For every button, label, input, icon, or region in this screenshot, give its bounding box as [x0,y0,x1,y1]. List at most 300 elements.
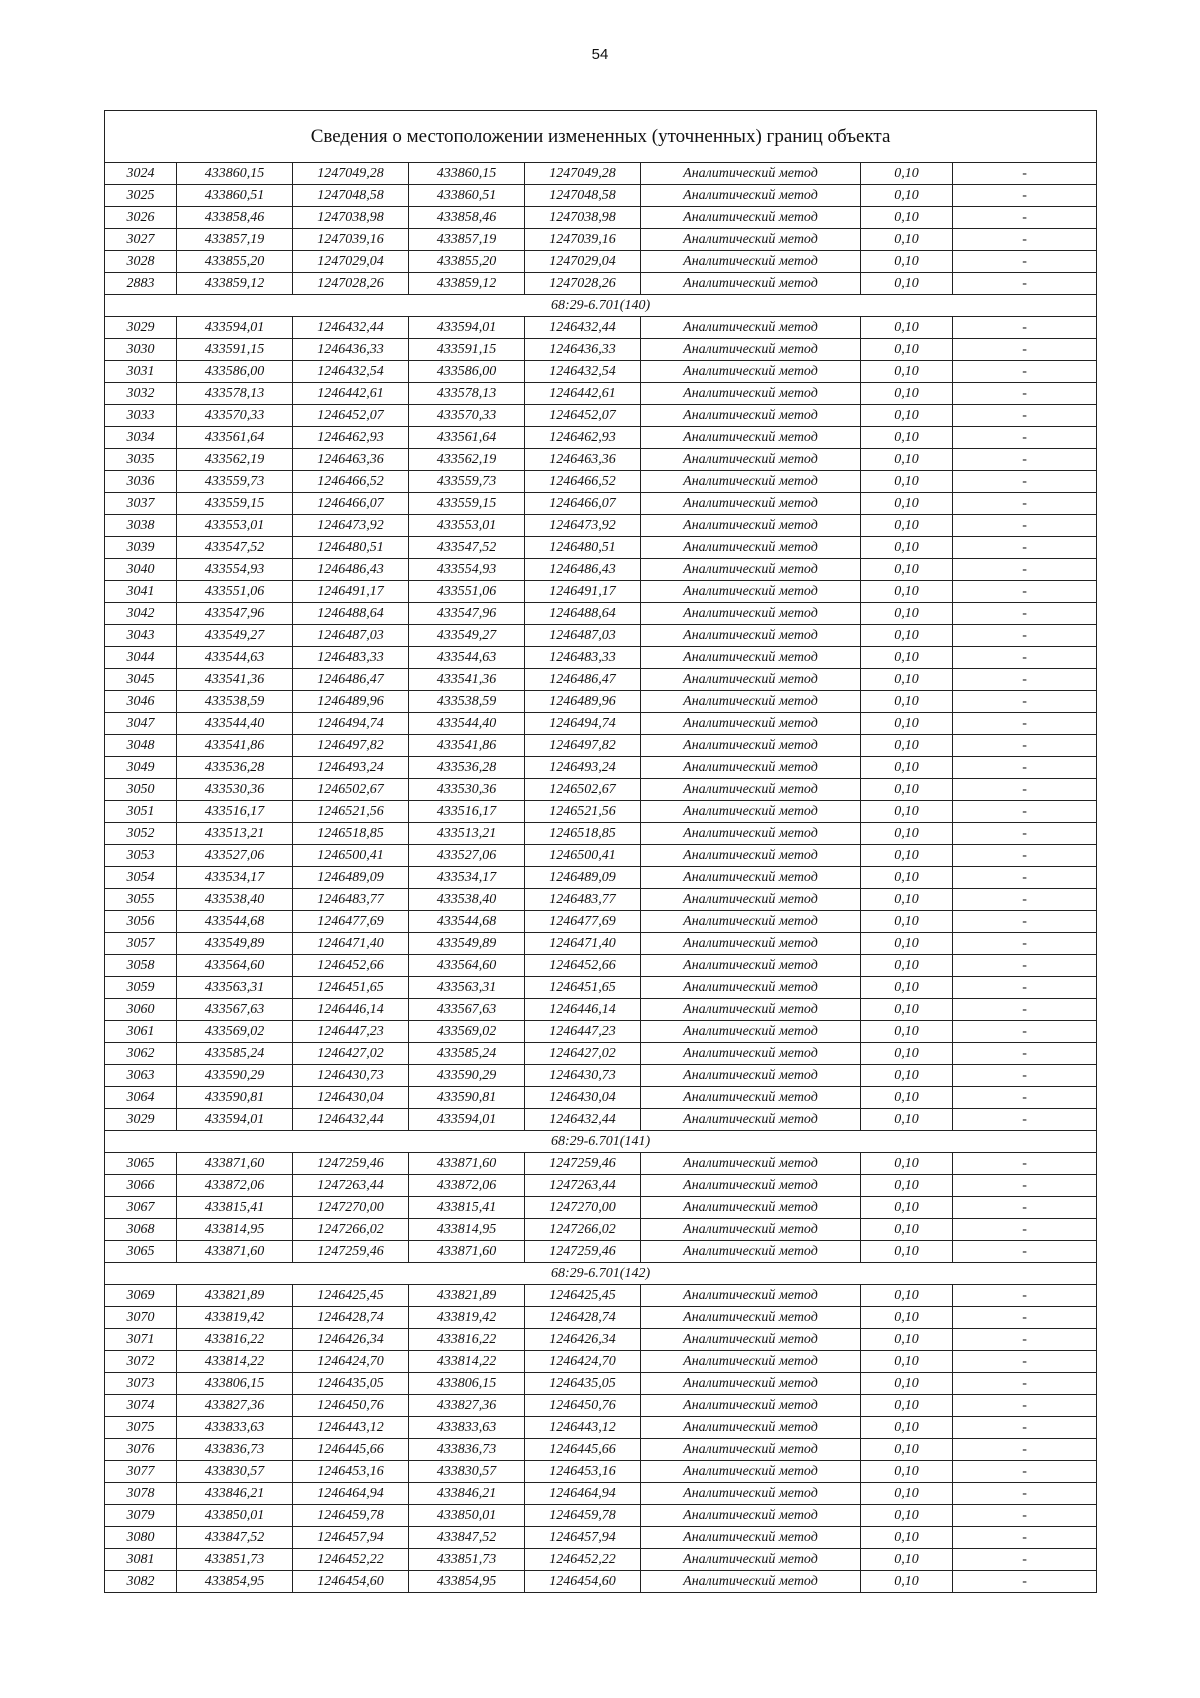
point-number-cell: 3035 [105,449,177,471]
method-cell: Аналитический метод [641,1395,861,1417]
method-cell: Аналитический метод [641,735,861,757]
x-old-cell: 433513,21 [177,823,293,845]
point-number-cell: 3036 [105,471,177,493]
x-new-cell: 433516,17 [409,801,525,823]
table-title: Сведения о местоположении измененных (уточненных) границ объекта [105,111,1097,163]
method-cell: Аналитический метод [641,845,861,867]
y-old-cell: 1246488,64 [293,603,409,625]
accuracy-cell: 0,10 [861,1241,953,1263]
description-cell: - [953,691,1097,713]
y-old-cell: 1246442,61 [293,383,409,405]
x-old-cell: 433547,52 [177,537,293,559]
y-old-cell: 1246483,77 [293,889,409,911]
point-number-cell: 3042 [105,603,177,625]
y-old-cell: 1247266,02 [293,1219,409,1241]
x-old-cell: 433551,06 [177,581,293,603]
x-new-cell: 433564,60 [409,955,525,977]
description-cell: - [953,999,1097,1021]
accuracy-cell: 0,10 [861,361,953,383]
x-new-cell: 433585,24 [409,1043,525,1065]
x-old-cell: 433814,95 [177,1219,293,1241]
y-old-cell: 1246466,07 [293,493,409,515]
y-old-cell: 1247038,98 [293,207,409,229]
section-row [105,1263,1097,1285]
method-cell: Аналитический метод [641,1549,861,1571]
accuracy-cell: 0,10 [861,735,953,757]
accuracy-cell: 0,10 [861,911,953,933]
x-old-cell: 433586,00 [177,361,293,383]
description-cell: - [953,581,1097,603]
method-cell: Аналитический метод [641,1021,861,1043]
y-old-cell: 1247028,26 [293,273,409,295]
table-row [105,933,1097,955]
section-title: 68:29-6.701(142) [105,1263,1097,1285]
x-old-cell: 433819,42 [177,1307,293,1329]
method-cell: Аналитический метод [641,471,861,493]
table-row [105,1571,1097,1593]
y-old-cell: 1246500,41 [293,845,409,867]
y-old-cell: 1246518,85 [293,823,409,845]
point-number-cell: 3068 [105,1219,177,1241]
point-number-cell: 3082 [105,1571,177,1593]
point-number-cell: 3053 [105,845,177,867]
accuracy-cell: 0,10 [861,603,953,625]
accuracy-cell: 0,10 [861,1527,953,1549]
x-new-cell: 433549,89 [409,933,525,955]
table-row [105,823,1097,845]
method-cell: Аналитический метод [641,1373,861,1395]
x-old-cell: 433860,15 [177,163,293,185]
x-old-cell: 433815,41 [177,1197,293,1219]
x-new-cell: 433833,63 [409,1417,525,1439]
method-cell: Аналитический метод [641,405,861,427]
description-cell: - [953,185,1097,207]
x-new-cell: 433827,36 [409,1395,525,1417]
x-old-cell: 433549,27 [177,625,293,647]
point-number-cell: 3038 [105,515,177,537]
accuracy-cell: 0,10 [861,427,953,449]
accuracy-cell: 0,10 [861,1219,953,1241]
accuracy-cell: 0,10 [861,779,953,801]
point-number-cell: 3050 [105,779,177,801]
x-old-cell: 433534,17 [177,867,293,889]
description-cell: - [953,1395,1097,1417]
table-header-row [105,111,1097,163]
description-cell: - [953,1197,1097,1219]
table-row [105,1087,1097,1109]
accuracy-cell: 0,10 [861,1285,953,1307]
y-old-cell: 1246466,52 [293,471,409,493]
y-new-cell: 1246473,92 [525,515,641,537]
method-cell: Аналитический метод [641,889,861,911]
x-old-cell: 433830,57 [177,1461,293,1483]
y-new-cell: 1246502,67 [525,779,641,801]
y-old-cell: 1246483,33 [293,647,409,669]
method-cell: Аналитический метод [641,691,861,713]
description-cell: - [953,1351,1097,1373]
x-old-cell: 433541,36 [177,669,293,691]
description-cell: - [953,1153,1097,1175]
accuracy-cell: 0,10 [861,1109,953,1131]
y-new-cell: 1246451,65 [525,977,641,999]
x-new-cell: 433855,20 [409,251,525,273]
y-new-cell: 1247038,98 [525,207,641,229]
x-new-cell: 433559,73 [409,471,525,493]
y-new-cell: 1246477,69 [525,911,641,933]
y-new-cell: 1247270,00 [525,1197,641,1219]
point-number-cell: 3046 [105,691,177,713]
table-row [105,867,1097,889]
x-new-cell: 433821,89 [409,1285,525,1307]
point-number-cell: 3048 [105,735,177,757]
description-cell: - [953,1417,1097,1439]
y-old-cell: 1246464,94 [293,1483,409,1505]
y-new-cell: 1246442,61 [525,383,641,405]
method-cell: Аналитический метод [641,603,861,625]
x-old-cell: 433541,86 [177,735,293,757]
method-cell: Аналитический метод [641,1351,861,1373]
y-new-cell: 1246426,34 [525,1329,641,1351]
description-cell: - [953,251,1097,273]
y-old-cell: 1246425,45 [293,1285,409,1307]
method-cell: Аналитический метод [641,911,861,933]
table-row [105,559,1097,581]
method-cell: Аналитический метод [641,1285,861,1307]
method-cell: Аналитический метод [641,1571,861,1593]
method-cell: Аналитический метод [641,955,861,977]
x-new-cell: 433814,22 [409,1351,525,1373]
y-old-cell: 1246424,70 [293,1351,409,1373]
x-old-cell: 433858,46 [177,207,293,229]
y-old-cell: 1246486,43 [293,559,409,581]
x-new-cell: 433554,93 [409,559,525,581]
x-old-cell: 433816,22 [177,1329,293,1351]
y-new-cell: 1247039,16 [525,229,641,251]
method-cell: Аналитический метод [641,1505,861,1527]
accuracy-cell: 0,10 [861,1395,953,1417]
x-old-cell: 433561,64 [177,427,293,449]
x-old-cell: 433851,73 [177,1549,293,1571]
description-cell: - [953,1505,1097,1527]
accuracy-cell: 0,10 [861,1329,953,1351]
y-new-cell: 1247048,58 [525,185,641,207]
point-number-cell: 3044 [105,647,177,669]
accuracy-cell: 0,10 [861,713,953,735]
x-new-cell: 433590,81 [409,1087,525,1109]
method-cell: Аналитический метод [641,1461,861,1483]
y-new-cell: 1246521,56 [525,801,641,823]
x-new-cell: 433551,06 [409,581,525,603]
x-new-cell: 433815,41 [409,1197,525,1219]
x-new-cell: 433538,40 [409,889,525,911]
method-cell: Аналитический метод [641,537,861,559]
table-row [105,515,1097,537]
accuracy-cell: 0,10 [861,493,953,515]
table-row [105,801,1097,823]
method-cell: Аналитический метод [641,933,861,955]
x-old-cell: 433547,96 [177,603,293,625]
method-cell: Аналитический метод [641,1087,861,1109]
x-new-cell: 433536,28 [409,757,525,779]
table-row [105,647,1097,669]
table-row [105,845,1097,867]
method-cell: Аналитический метод [641,515,861,537]
method-cell: Аналитический метод [641,427,861,449]
x-old-cell: 433827,36 [177,1395,293,1417]
table-row [105,251,1097,273]
accuracy-cell: 0,10 [861,1307,953,1329]
method-cell: Аналитический метод [641,273,861,295]
y-new-cell: 1246454,60 [525,1571,641,1593]
description-cell: - [953,207,1097,229]
y-old-cell: 1246445,66 [293,1439,409,1461]
x-new-cell: 433590,29 [409,1065,525,1087]
x-old-cell: 433806,15 [177,1373,293,1395]
x-new-cell: 433854,95 [409,1571,525,1593]
y-old-cell: 1246451,65 [293,977,409,999]
description-cell: - [953,889,1097,911]
point-number-cell: 3071 [105,1329,177,1351]
accuracy-cell: 0,10 [861,317,953,339]
y-old-cell: 1246428,74 [293,1307,409,1329]
y-new-cell: 1246430,73 [525,1065,641,1087]
x-new-cell: 433561,64 [409,427,525,449]
description-cell: - [953,1373,1097,1395]
y-new-cell: 1246459,78 [525,1505,641,1527]
x-new-cell: 433544,68 [409,911,525,933]
x-new-cell: 433534,17 [409,867,525,889]
description-cell: - [953,471,1097,493]
description-cell: - [953,1175,1097,1197]
point-number-cell: 3027 [105,229,177,251]
description-cell: - [953,1527,1097,1549]
point-number-cell: 3030 [105,339,177,361]
y-new-cell: 1247266,02 [525,1219,641,1241]
y-old-cell: 1246426,34 [293,1329,409,1351]
table-row [105,339,1097,361]
x-old-cell: 433859,12 [177,273,293,295]
table-row [105,427,1097,449]
y-new-cell: 1246443,12 [525,1417,641,1439]
point-number-cell: 3063 [105,1065,177,1087]
accuracy-cell: 0,10 [861,185,953,207]
x-new-cell: 433850,01 [409,1505,525,1527]
x-new-cell: 433569,02 [409,1021,525,1043]
y-old-cell: 1246453,16 [293,1461,409,1483]
y-old-cell: 1246491,17 [293,581,409,603]
y-old-cell: 1247263,44 [293,1175,409,1197]
x-old-cell: 433594,01 [177,317,293,339]
table-row [105,955,1097,977]
y-new-cell: 1247029,04 [525,251,641,273]
method-cell: Аналитический метод [641,449,861,471]
description-cell: - [953,493,1097,515]
x-new-cell: 433563,31 [409,977,525,999]
y-new-cell: 1246483,33 [525,647,641,669]
y-new-cell: 1246463,36 [525,449,641,471]
x-old-cell: 433585,24 [177,1043,293,1065]
accuracy-cell: 0,10 [861,1021,953,1043]
table-row [105,977,1097,999]
x-old-cell: 433567,63 [177,999,293,1021]
method-cell: Аналитический метод [641,647,861,669]
accuracy-cell: 0,10 [861,581,953,603]
table-row [105,1461,1097,1483]
x-old-cell: 433527,06 [177,845,293,867]
table-row [105,1175,1097,1197]
x-new-cell: 433513,21 [409,823,525,845]
x-old-cell: 433860,51 [177,185,293,207]
point-number-cell: 3069 [105,1285,177,1307]
table-row [105,1483,1097,1505]
table-row [105,493,1097,515]
y-new-cell: 1246494,74 [525,713,641,735]
description-cell: - [953,1461,1097,1483]
y-old-cell: 1246497,82 [293,735,409,757]
table-row [105,889,1097,911]
point-number-cell: 3029 [105,1109,177,1131]
x-new-cell: 433553,01 [409,515,525,537]
x-new-cell: 433814,95 [409,1219,525,1241]
method-cell: Аналитический метод [641,1109,861,1131]
method-cell: Аналитический метод [641,185,861,207]
x-new-cell: 433578,13 [409,383,525,405]
y-old-cell: 1247039,16 [293,229,409,251]
table-row [105,361,1097,383]
accuracy-cell: 0,10 [861,1153,953,1175]
table-row [105,229,1097,251]
description-cell: - [953,515,1097,537]
y-old-cell: 1247049,28 [293,163,409,185]
point-number-cell: 3075 [105,1417,177,1439]
table-row [105,1505,1097,1527]
x-new-cell: 433860,15 [409,163,525,185]
point-number-cell: 3047 [105,713,177,735]
y-old-cell: 1246432,44 [293,317,409,339]
y-new-cell: 1246500,41 [525,845,641,867]
x-old-cell: 433836,73 [177,1439,293,1461]
accuracy-cell: 0,10 [861,1549,953,1571]
description-cell: - [953,1439,1097,1461]
y-old-cell: 1246432,54 [293,361,409,383]
y-new-cell: 1246432,44 [525,1109,641,1131]
table-row [105,1109,1097,1131]
method-cell: Аналитический метод [641,1439,861,1461]
method-cell: Аналитический метод [641,251,861,273]
x-new-cell: 433860,51 [409,185,525,207]
x-old-cell: 433570,33 [177,405,293,427]
x-old-cell: 433591,15 [177,339,293,361]
y-old-cell: 1246477,69 [293,911,409,933]
y-old-cell: 1246450,76 [293,1395,409,1417]
x-new-cell: 433544,40 [409,713,525,735]
y-new-cell: 1246487,03 [525,625,641,647]
x-new-cell: 433806,15 [409,1373,525,1395]
y-new-cell: 1246432,44 [525,317,641,339]
method-cell: Аналитический метод [641,625,861,647]
x-new-cell: 433857,19 [409,229,525,251]
accuracy-cell: 0,10 [861,691,953,713]
point-number-cell: 3034 [105,427,177,449]
y-new-cell: 1246486,47 [525,669,641,691]
x-new-cell: 433544,63 [409,647,525,669]
description-cell: - [953,317,1097,339]
point-number-cell: 3052 [105,823,177,845]
accuracy-cell: 0,10 [861,383,953,405]
point-number-cell: 2883 [105,273,177,295]
y-old-cell: 1246480,51 [293,537,409,559]
description-cell: - [953,823,1097,845]
point-number-cell: 3026 [105,207,177,229]
table-row [105,713,1097,735]
y-new-cell: 1246489,96 [525,691,641,713]
description-cell: - [953,955,1097,977]
y-old-cell: 1247029,04 [293,251,409,273]
y-old-cell: 1246489,96 [293,691,409,713]
table-row [105,1043,1097,1065]
y-new-cell: 1246424,70 [525,1351,641,1373]
method-cell: Аналитический метод [641,713,861,735]
y-new-cell: 1246452,07 [525,405,641,427]
y-old-cell: 1246436,33 [293,339,409,361]
x-old-cell: 433854,95 [177,1571,293,1593]
y-new-cell: 1246489,09 [525,867,641,889]
accuracy-cell: 0,10 [861,1175,953,1197]
x-old-cell: 433530,36 [177,779,293,801]
x-new-cell: 433559,15 [409,493,525,515]
table-row [105,1153,1097,1175]
description-cell: - [953,383,1097,405]
y-new-cell: 1246466,07 [525,493,641,515]
x-new-cell: 433527,06 [409,845,525,867]
description-cell: - [953,449,1097,471]
y-old-cell: 1246430,73 [293,1065,409,1087]
point-number-cell: 3081 [105,1549,177,1571]
y-old-cell: 1246430,04 [293,1087,409,1109]
table-row [105,471,1097,493]
x-new-cell: 433847,52 [409,1527,525,1549]
x-new-cell: 433567,63 [409,999,525,1021]
accuracy-cell: 0,10 [861,867,953,889]
accuracy-cell: 0,10 [861,471,953,493]
table-row [105,911,1097,933]
x-old-cell: 433821,89 [177,1285,293,1307]
x-old-cell: 433544,40 [177,713,293,735]
y-new-cell: 1246464,94 [525,1483,641,1505]
y-old-cell: 1246443,12 [293,1417,409,1439]
x-new-cell: 433871,60 [409,1153,525,1175]
y-new-cell: 1246432,54 [525,361,641,383]
description-cell: - [953,1087,1097,1109]
y-new-cell: 1246453,16 [525,1461,641,1483]
x-old-cell: 433536,28 [177,757,293,779]
description-cell: - [953,1329,1097,1351]
description-cell: - [953,1571,1097,1593]
y-new-cell: 1246436,33 [525,339,641,361]
method-cell: Аналитический метод [641,757,861,779]
accuracy-cell: 0,10 [861,1505,953,1527]
description-cell: - [953,779,1097,801]
y-new-cell: 1247259,46 [525,1153,641,1175]
y-old-cell: 1246493,24 [293,757,409,779]
section-title: 68:29-6.701(141) [105,1131,1097,1153]
method-cell: Аналитический метод [641,383,861,405]
table-row [105,1395,1097,1417]
accuracy-cell: 0,10 [861,339,953,361]
accuracy-cell: 0,10 [861,1571,953,1593]
accuracy-cell: 0,10 [861,1043,953,1065]
y-old-cell: 1246454,60 [293,1571,409,1593]
